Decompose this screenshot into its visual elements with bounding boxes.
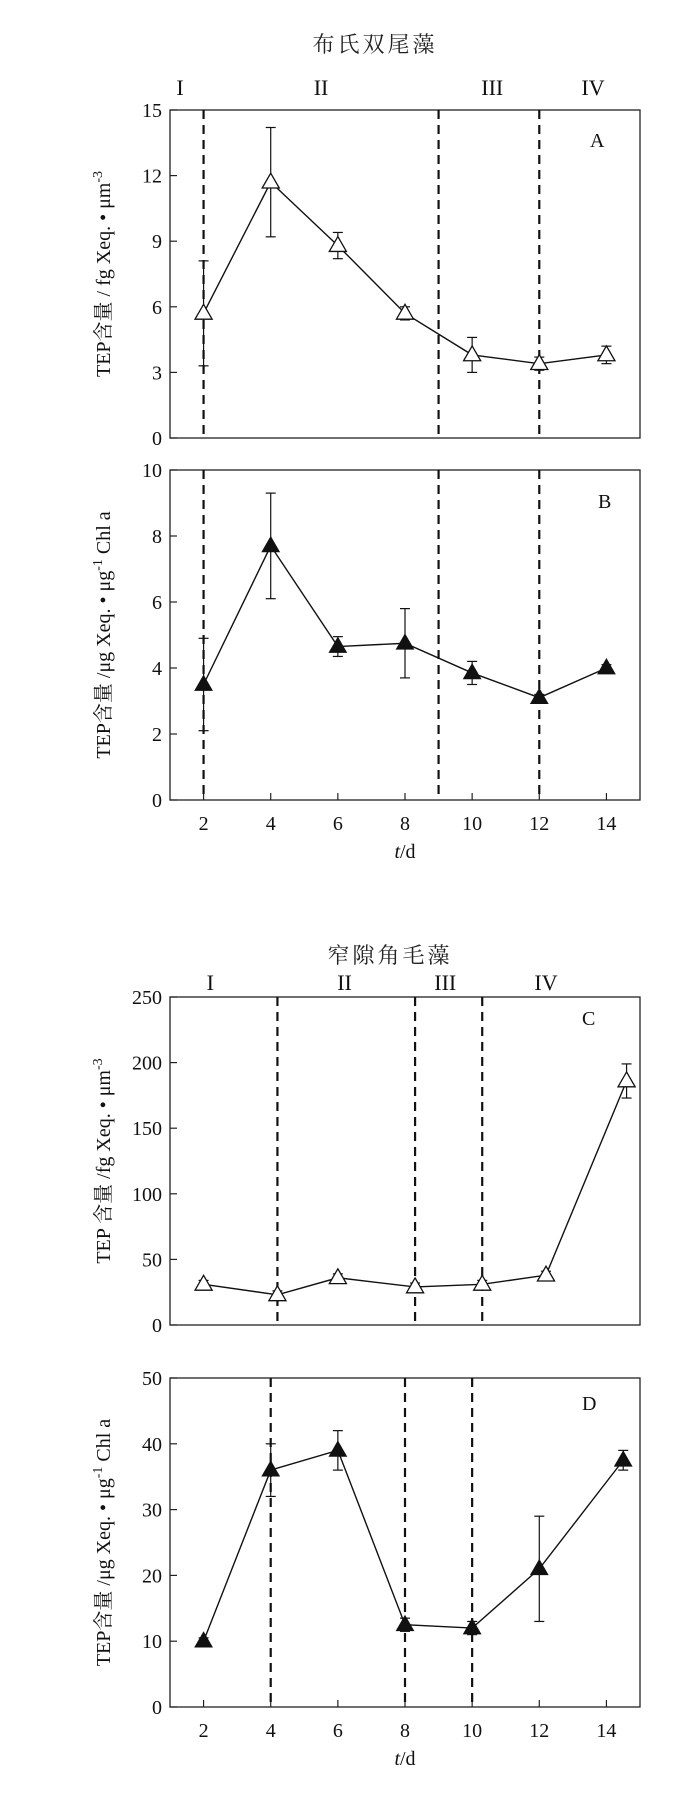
y-tick-label-d: 50 xyxy=(142,1368,162,1390)
data-point-a xyxy=(464,346,481,361)
data-point-c xyxy=(537,1266,554,1281)
y-tick-label-b: 6 xyxy=(152,592,162,614)
plot-frame-a xyxy=(170,110,640,438)
y-tick-label-d: 20 xyxy=(142,1565,162,1588)
x-tick-label-b: 10 xyxy=(462,813,483,835)
y-tick-label-d: 0 xyxy=(152,1697,162,1719)
data-point-c xyxy=(618,1072,635,1087)
panel-b xyxy=(91,460,640,863)
y-tick-label-a: 15 xyxy=(142,100,162,122)
y-axis-label-a: TEP含量 / fg Xeq. • $\mu m^{-3}$ xyxy=(91,170,115,378)
y-tick-label-a: 0 xyxy=(152,428,162,450)
x-tick-label-d: 2 xyxy=(198,1720,209,1742)
series-line-a xyxy=(204,182,607,363)
x-tick-label-b: 12 xyxy=(529,813,550,835)
phase-label-c: IV xyxy=(534,970,558,995)
y-tick-label-c: 200 xyxy=(132,1052,162,1075)
y-tick-label-c: 0 xyxy=(152,1315,162,1337)
y-axis-label-c: TEP 含量 /fg Xeq. • $\mu m^{-3}$ xyxy=(91,1058,115,1264)
data-point-b xyxy=(464,664,481,679)
y-tick-label-b: 8 xyxy=(152,526,162,548)
x-tick-label-d: 4 xyxy=(265,1720,276,1742)
data-point-a xyxy=(329,237,346,252)
data-point-b xyxy=(195,676,212,691)
x-axis-label-b: t/d xyxy=(394,841,416,863)
y-tick-label-c: 150 xyxy=(132,1118,162,1141)
data-point-d xyxy=(396,1616,413,1631)
y-tick-label-b: 0 xyxy=(152,790,162,812)
data-point-d xyxy=(464,1619,481,1634)
data-point-d xyxy=(195,1632,212,1647)
y-tick-label-c: 100 xyxy=(132,1183,162,1206)
group-title-top: 布氏双尾藻 xyxy=(312,33,438,58)
y-axis-label-b: TEP含量 /μg Xeq. • $\mu g^{-1}$ Chl a xyxy=(91,511,115,759)
y-tick-label-a: 12 xyxy=(142,165,162,188)
x-axis-label-d: t/d xyxy=(394,1748,416,1770)
x-tick-label-b: 6 xyxy=(332,813,343,835)
data-point-b xyxy=(598,659,615,674)
y-tick-label-c: 50 xyxy=(142,1249,162,1272)
y-tick-label-a: 9 xyxy=(152,231,162,254)
y-tick-label-a: 3 xyxy=(152,362,162,385)
y-tick-label-d: 10 xyxy=(142,1631,162,1654)
data-point-c xyxy=(329,1269,346,1284)
data-point-a xyxy=(262,173,279,188)
panel-d xyxy=(91,1368,640,1770)
panel-letter-a: A xyxy=(590,130,605,152)
x-tick-label-d: 14 xyxy=(596,1720,617,1742)
data-point-d xyxy=(329,1441,346,1456)
phase-label-a: I xyxy=(176,75,184,100)
phase-label-c: III xyxy=(434,970,457,995)
y-axis-label-d: TEP含量 /μg Xeq. • $\mu g^{-1}$ Chl a xyxy=(91,1418,115,1667)
data-point-d xyxy=(615,1451,632,1466)
y-tick-label-d: 30 xyxy=(142,1499,162,1522)
plot-frame-c xyxy=(170,997,640,1325)
data-point-c xyxy=(407,1278,424,1293)
y-tick-label-b: 2 xyxy=(152,724,162,746)
data-point-c xyxy=(195,1275,212,1290)
data-point-b xyxy=(262,537,279,552)
y-tick-label-c: 250 xyxy=(132,987,162,1009)
panel-c xyxy=(91,970,640,1337)
data-point-a xyxy=(598,346,615,361)
phase-label-a: II xyxy=(313,75,329,100)
data-point-b xyxy=(396,634,413,649)
data-point-b xyxy=(329,638,346,653)
phase-label-a: IV xyxy=(581,75,605,100)
phase-label-a: III xyxy=(481,75,504,100)
x-tick-label-d: 12 xyxy=(529,1720,550,1742)
panel-a xyxy=(91,75,640,450)
series-line-d xyxy=(204,1450,624,1641)
data-point-c xyxy=(474,1275,491,1290)
x-tick-label-b: 14 xyxy=(596,813,617,835)
phase-label-c: I xyxy=(206,970,214,995)
data-point-a xyxy=(195,304,212,319)
y-tick-label-d: 40 xyxy=(142,1433,162,1456)
x-tick-label-d: 8 xyxy=(400,1720,410,1742)
y-tick-label-b: 10 xyxy=(142,460,162,482)
x-tick-label-b: 4 xyxy=(265,813,276,835)
x-tick-label-d: 6 xyxy=(332,1720,343,1742)
x-tick-label-b: 8 xyxy=(400,813,410,835)
x-tick-label-d: 10 xyxy=(462,1720,483,1742)
y-tick-label-b: 4 xyxy=(152,658,162,680)
data-point-a xyxy=(531,355,548,370)
panel-letter-b: B xyxy=(598,491,612,513)
panel-letter-d: D xyxy=(582,1393,597,1415)
panel-letter-c: C xyxy=(582,1008,596,1030)
x-tick-label-b: 2 xyxy=(198,813,209,835)
series-line-c xyxy=(204,1081,627,1295)
group-title-bottom: 窄隙角毛藻 xyxy=(327,944,453,969)
phase-label-c: II xyxy=(337,970,352,995)
y-tick-label-a: 6 xyxy=(152,296,162,319)
